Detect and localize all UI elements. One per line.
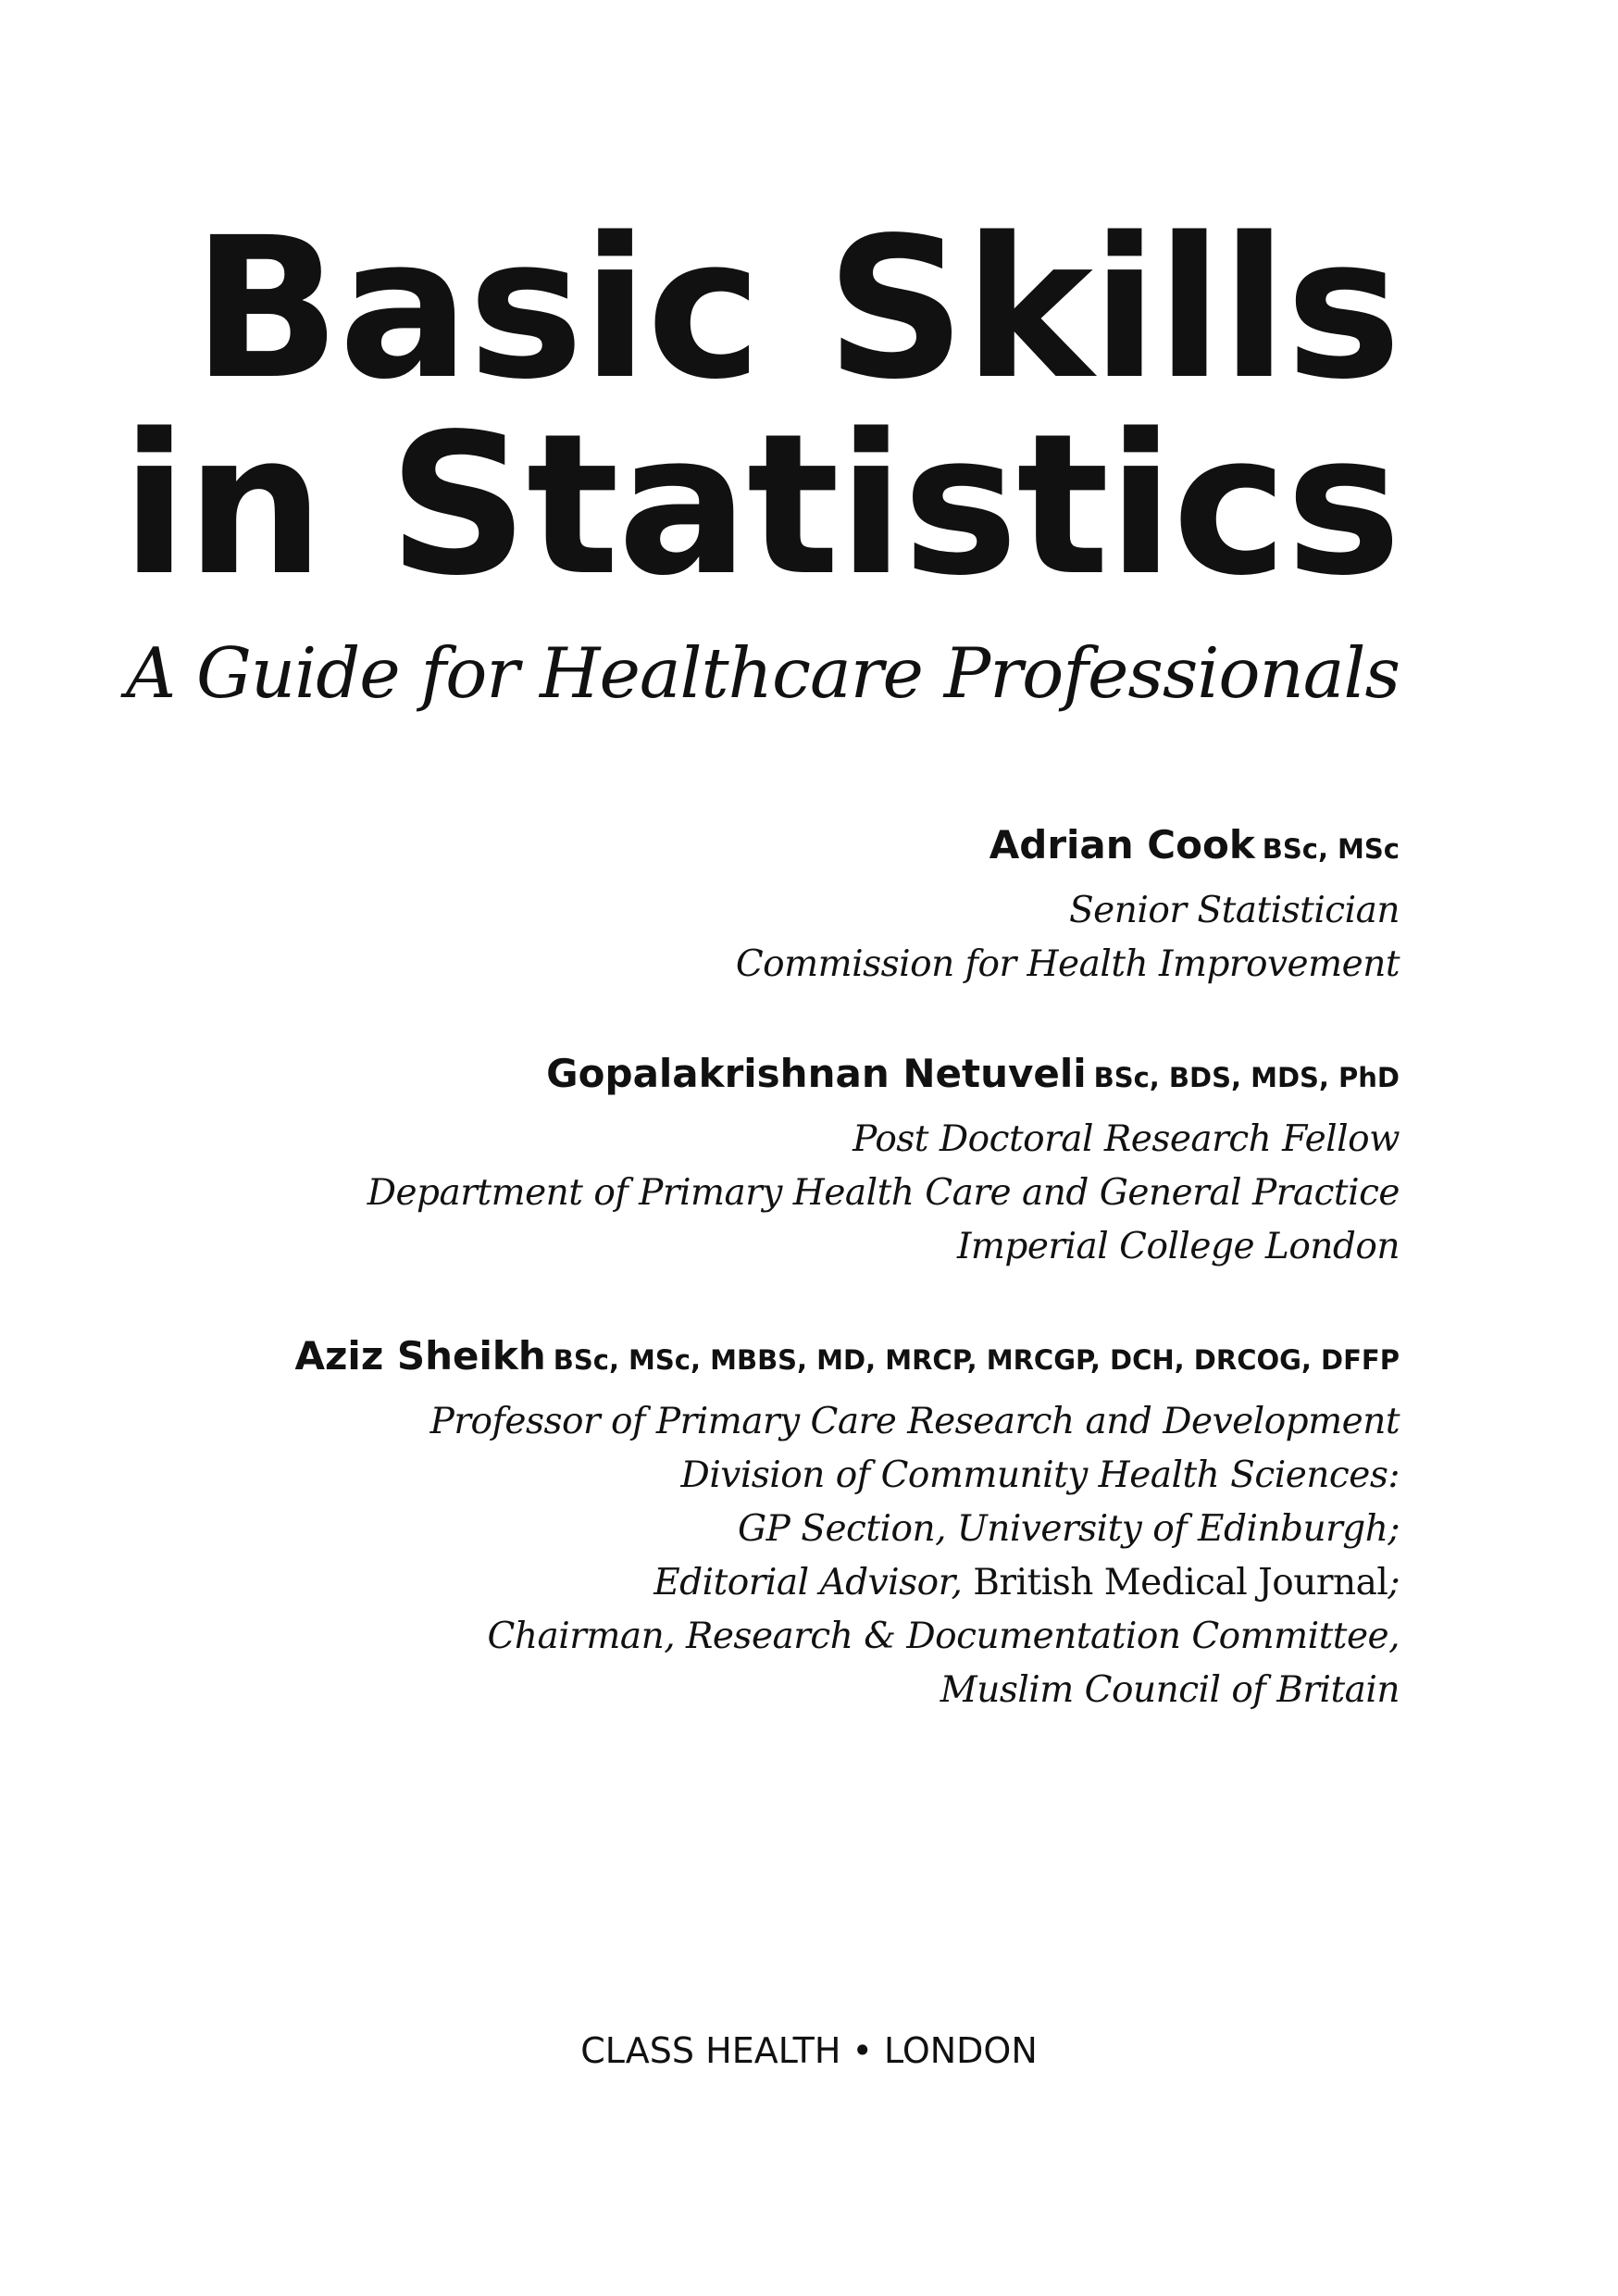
title-line-2: in Statistics — [120, 392, 1400, 618]
title-line-1: Basic Skills — [192, 195, 1400, 422]
author-role: Professor of Primary Care Research and Development — [429, 1401, 1400, 1442]
author-affiliation: Chairman, Research & Documentation Committee, — [487, 1616, 1400, 1657]
author-qualifications: BSc, MSc, MBBS, MD, MRCP, MRCGP, DCH, DRCOG, DFFP — [553, 1344, 1400, 1376]
author-role: Senior Statistician — [1068, 890, 1400, 931]
advisor-journal: British Medical Journal — [962, 1562, 1388, 1603]
author-entry-cook — [294, 817, 1400, 992]
author-affiliation: Imperial College London — [956, 1226, 1400, 1267]
author-affiliation: Commission for Health Improvement — [735, 943, 1400, 985]
author-affiliation: Department of Primary Health Care and General Practice — [367, 1172, 1400, 1214]
book-subtitle: A Guide for Healthcare Professionals — [126, 632, 1400, 714]
author-affiliation: GP Section, University of Edinburgh; — [737, 1508, 1400, 1550]
author-entry-netuveli — [294, 1045, 1400, 1274]
book-title — [120, 195, 1400, 618]
author-entry-sheikh — [294, 1328, 1400, 1717]
author-advisor-line — [294, 1556, 1400, 1610]
author-qualifications: BSc, BDS, MDS, PhD — [1093, 1062, 1400, 1093]
author-affiliation: Muslim Council of Britain — [940, 1669, 1400, 1711]
advisor-title: Editorial Advisor, — [653, 1562, 963, 1603]
author-list — [294, 817, 1400, 1771]
author-affiliation: Division of Community Health Sciences: — [680, 1454, 1400, 1496]
advisor-punctuation: ; — [1388, 1562, 1400, 1603]
author-name: Gopalakrishnan Netuveli — [546, 1051, 1087, 1096]
author-qualifications: BSc, MSc — [1262, 833, 1400, 865]
author-name: Adrian Cook — [989, 822, 1255, 867]
publisher-imprint: CLASS HEALTH • LONDON — [580, 2030, 1038, 2071]
author-name: Aziz Sheikh — [294, 1333, 546, 1379]
author-role: Post Doctoral Research Fellow — [853, 1118, 1400, 1160]
